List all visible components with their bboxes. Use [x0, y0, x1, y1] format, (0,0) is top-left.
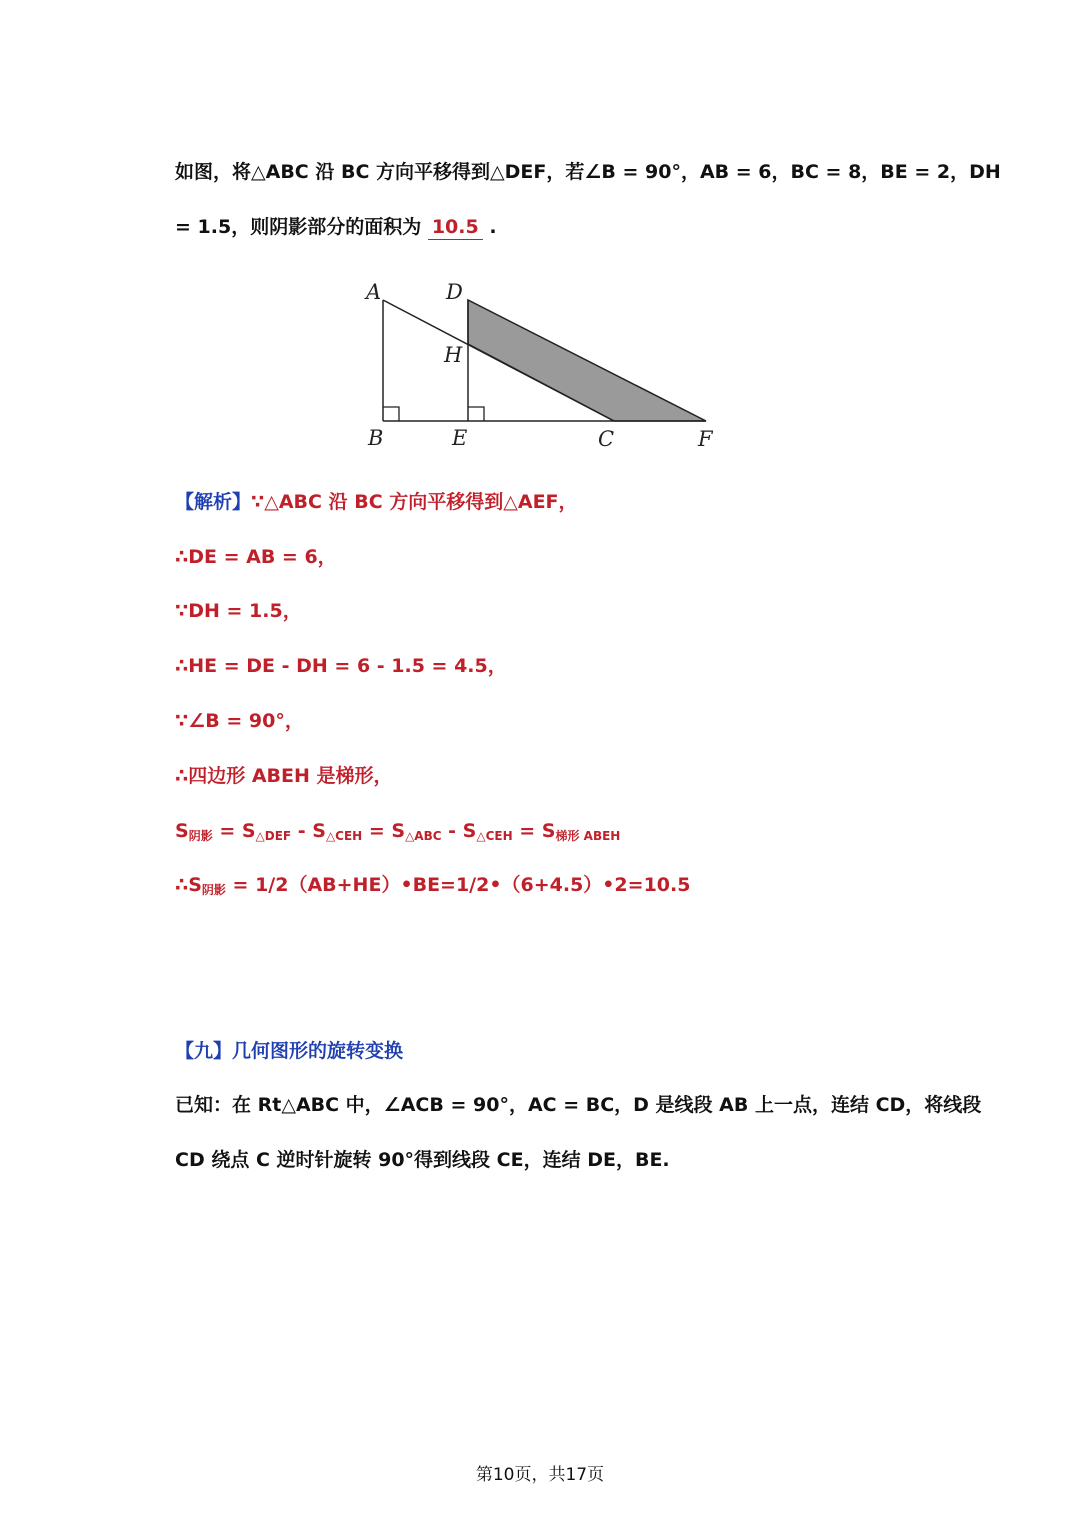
- analysis-line-4: ∴HE = DE - DH = 6 - 1.5 = 4.5，: [175, 655, 507, 677]
- area-sub5: △CEH: [476, 829, 513, 843]
- problem-line-2-prefix: = 1.5，则阴影部分的面积为: [175, 216, 422, 238]
- area-s2: = S: [212, 820, 256, 842]
- area-sub2: △DEF: [255, 829, 292, 843]
- right-angle-mark-e: [468, 407, 484, 421]
- analysis-line-5: ∵∠B = 90°，: [175, 710, 304, 732]
- problem-line-2-suffix: .: [489, 216, 497, 238]
- shaded-region: [468, 300, 706, 421]
- label-d: D: [446, 280, 463, 304]
- page-footer: 第10页，共17页: [475, 1465, 605, 1485]
- label-a: A: [366, 280, 382, 304]
- problem-line-1: 如图，将△ABC 沿 BC 方向平移得到△DEF，若∠B = 90°，AB = 6，BC = 8，BE = 2，DH: [175, 161, 1001, 183]
- label-h: H: [444, 343, 463, 367]
- result-prefix: ∴S: [175, 874, 202, 896]
- analysis-tag: 【解析】: [175, 491, 252, 513]
- area-s5: - S: [441, 820, 477, 842]
- analysis-line-6: ∴四边形 ABEH 是梯形，: [175, 765, 393, 787]
- analysis-line-1: [175, 490, 578, 514]
- result-sub: 阴影: [201, 883, 226, 897]
- area-s3: - S: [291, 820, 326, 842]
- analysis-line-8: [175, 873, 690, 902]
- area-sub4: △ABC: [405, 829, 442, 843]
- right-angle-mark-b: [383, 407, 399, 421]
- geometry-figure: [360, 275, 740, 460]
- section-title: 【九】几何图形的旋转变换: [175, 1040, 404, 1062]
- analysis-line-3: ∵DH = 1.5，: [175, 600, 302, 622]
- label-c: C: [598, 427, 615, 451]
- area-sub6: 梯形 ABEH: [555, 829, 621, 843]
- result-rest: = 1/2（AB+HE）•BE=1/2•（6+4.5）•2=10.5: [225, 874, 691, 896]
- problem-line-2: [175, 215, 497, 240]
- area-sub1: 阴影: [188, 829, 213, 843]
- area-sub3: △CEH: [325, 829, 363, 843]
- analysis-line-7: [175, 819, 620, 848]
- area-s1: S: [175, 820, 189, 842]
- section-line-1: 已知：在 Rt△ABC 中，∠ACB = 90°，AC = BC，D 是线段 AB 上一点，连结 CD，将线段: [175, 1094, 982, 1116]
- analysis-text-1: ∵△ABC 沿 BC 方向平移得到△AEF，: [251, 491, 578, 513]
- answer-blank: 10.5: [428, 215, 483, 240]
- section-line-2: CD 绕点 C 逆时针旋转 90°得到线段 CE，连结 DE，BE.: [175, 1149, 670, 1171]
- label-e: E: [452, 426, 468, 450]
- label-f: F: [698, 427, 713, 451]
- area-s4: = S: [362, 820, 406, 842]
- area-s6: = S: [512, 820, 556, 842]
- analysis-line-2: ∴DE = AB = 6，: [175, 546, 337, 568]
- label-b: B: [368, 426, 384, 450]
